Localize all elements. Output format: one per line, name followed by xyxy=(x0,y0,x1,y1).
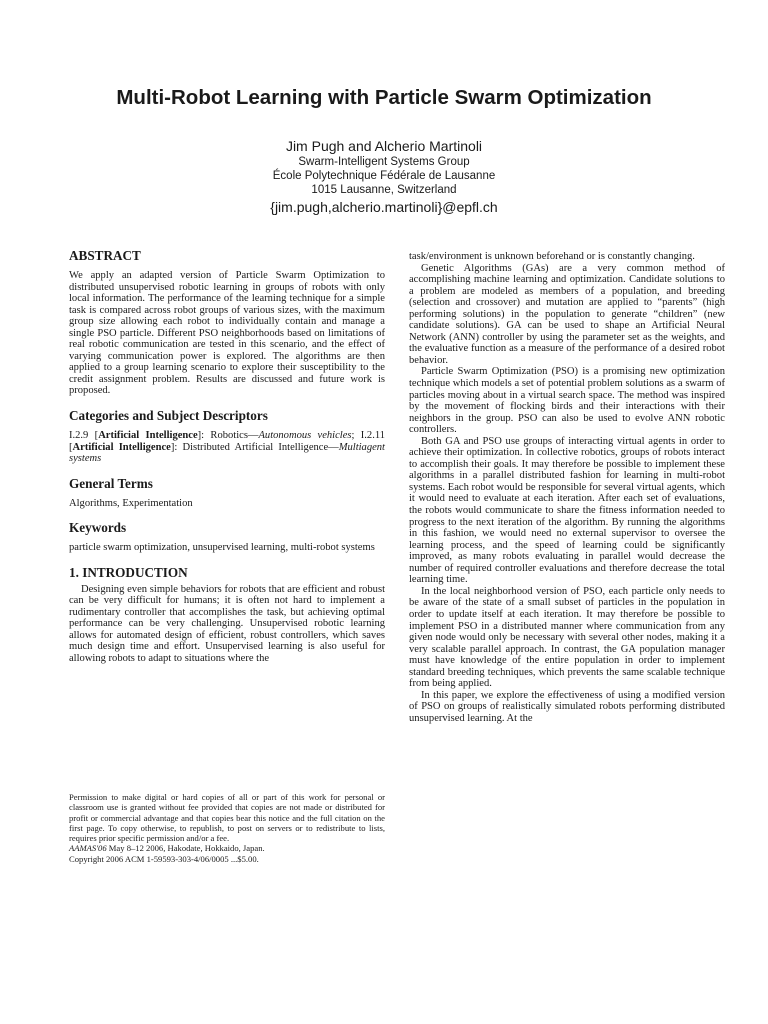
keywords-heading: Keywords xyxy=(69,520,127,536)
introduction-paragraph: Designing even simple behaviors for robots that are efficient and robust can be very difficult for humans; it is often not hard to implement a rudimentary controller that accomplishes the task, but achieving optimal performance can be very challenging. Unsupervised robotic learning allows for automated design of efficient, robust controllers, which saves much design time and effort. Unsupervised learning is also useful for allowing robots to adapt to situations where the xyxy=(69,583,385,665)
conference-name: AAMAS'06 xyxy=(69,843,107,854)
affiliation-city: 1015 Lausanne, Switzerland xyxy=(311,184,457,196)
categories-heading: Categories and Subject Descriptors xyxy=(69,408,268,424)
author-names: Jim Pugh and Alcherio Martinoli xyxy=(285,138,483,154)
right-paragraph-3: Both GA and PSO use groups of interacting virtual agents in order to achieve their optimization. In collective robotics, groups of robots interact to accomplish their goals. It may therefore be possible to implement these algorithms in a parallel distributed fashion for learning in multi-robot systems. Each robot would be responsible for several virtual agents, which it would need to evaluate at each iteration. After each set of evaluations, the robots would communicate to share the fitness information needed to progress to the next iteration of the algorithm. By running the algorithms in this fashion, we would need no external supervisor to oversee the learning process, and the speed of learning could be significantly improved, as many robots evaluating in parallel would decrease the number of required controller evaluations and therefore decrease the total learning time. xyxy=(409,435,725,586)
general-terms-heading: General Terms xyxy=(69,475,153,491)
right-column xyxy=(409,251,725,724)
categories-t3: ; I.2.11 [ xyxy=(69,430,385,453)
copyright-line: Copyright 2006 ACM 1-59593-303-4/06/0005 ...$5.00. xyxy=(69,853,259,864)
paper-title: Multi-Robot Learning with Particle Swarm Optimization xyxy=(116,86,652,109)
keywords-text: particle swarm optimization, unsupervised learning, multi-robot systems xyxy=(69,542,375,554)
affiliation-school: École Polytechnique Fédérale de Lausanne xyxy=(272,170,496,182)
right-paragraph-0: task/environment is unknown beforehand or is constantly changing. xyxy=(409,251,695,262)
categories-b2: Artificial Intelligence xyxy=(72,441,171,453)
abstract-text: We apply an adapted version of Particle Swarm Optimization to distributed unsupervised robotic learning in groups of robots with only local information. The performance of the learning technique for a simple task is compared across robot groups of various sizes, with the maximum group size allowing each robot to individually contain and manage a single PSO particle. Different PSO neighborhoods based on limitations of real robotic communication are tested in this scenario, and the effect of varying communication power is explored. The algorithms are then applied to a group learning scenario to explore their susceptibility to the credit assignment problem. Results are discussed and future work is proposed. xyxy=(69,270,385,397)
categories-text xyxy=(69,430,385,465)
abstract-heading: ABSTRACT xyxy=(69,248,141,263)
right-paragraph-2: Particle Swarm Optimization (PSO) is a promising new optimization technique which models a set of potential problem solutions as a swarm of particles moving about in a virtual search space. The method was inspired by the movement of flocking birds and their interactions with their neighbors in the group. PSO can also be used to evolve ANN robotic controllers. xyxy=(409,366,725,436)
categories-b1: Artificial Intelligence xyxy=(98,430,198,442)
permission-footnote xyxy=(69,792,385,864)
author-email: {jim.pugh,alcherio.martinoli}@epfl.ch xyxy=(270,199,498,215)
introduction-heading: 1. INTRODUCTION xyxy=(69,564,188,580)
right-paragraph-5: In this paper, we explore the effectiveness of using a modified version of PSO on groups of realistically simulated robots performing distributed unsupervised learning. At the xyxy=(409,689,725,724)
categories-t2: ]: Robotics— xyxy=(197,430,259,442)
right-paragraph-4: In the local neighborhood version of PSO, each particle only needs to be aware of the state of a small subset of particles in the population in order to update itself at each iteration. It may therefore be possible to implement PSO in a distributed manner where communication from any given node would only be necessary with several other nodes, making it a very scalable parallel approach. In contrast, the GA population manager must have knowledge of the entire population in order to implement standard breeding techniques, which prevents the same scalable technique from being applied. xyxy=(409,585,725,690)
left-column xyxy=(69,248,385,665)
categories-t4: ]: Distributed Artificial Intelligence— xyxy=(170,441,339,453)
categories-t1: I.2.9 [ xyxy=(69,430,99,442)
categories-i2: Multiagent systems xyxy=(69,441,385,465)
general-terms-text: Algorithms, Experimentation xyxy=(69,497,193,509)
right-paragraph-1: Genetic Algorithms (GAs) are a very common method of accomplishing machine learning and optimization. Candidate solutions to a problem are modeled as members of a population, and breeding (selection and crossover) and mutation are applied to “parents” (high performing solutions) in the population to generate “children” (new candidate solutions). GA can be used to shape an Artificial Neural Network (ANN) controller by using the parameter set as the weights, and the evaluative function as a measure of the performance of a desired robot behavior. xyxy=(409,262,725,366)
categories-i1: Autonomous vehicles xyxy=(258,430,352,442)
author-block xyxy=(0,138,768,217)
affiliation-group: Swarm-Intelligent Systems Group xyxy=(298,156,470,168)
conference-line xyxy=(69,843,385,853)
permission-text: Permission to make digital or hard copies of all or part of this work for personal or classroom use is granted without fee provided that copies are not made or distributed for profit or commercial advantage and that copies bear this notice and the full citation on the first page. To copy otherwise, to republish, to post on servers or to redistribute to lists, requires prior specific permission and/or a fee. xyxy=(69,792,385,844)
conference-details: May 8–12 2006, Hakodate, Hokkaido, Japan. xyxy=(106,843,265,854)
